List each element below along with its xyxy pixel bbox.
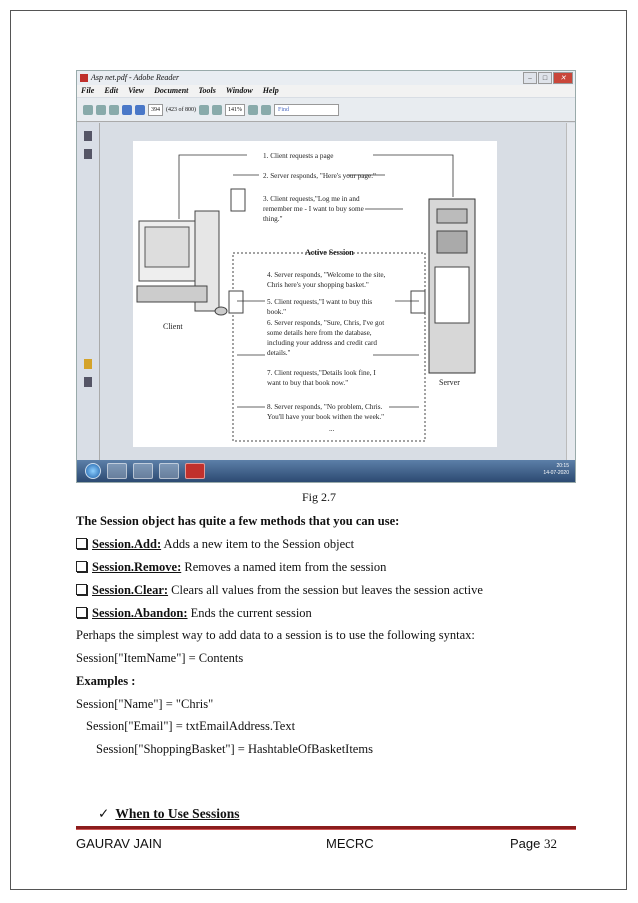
diagram-step: including your address and credit card xyxy=(267,339,377,347)
footer-author: GAURAV JAIN xyxy=(76,836,162,851)
diagram-step: some details here from the database, xyxy=(267,329,372,337)
method-desc: Removes a named item from the session xyxy=(181,560,387,574)
diagram-step: You'll have your book withen the week." xyxy=(267,413,385,421)
method-item xyxy=(76,582,483,598)
reader-toolbar xyxy=(77,98,575,122)
method-desc: Ends the current session xyxy=(187,606,312,620)
diagram-step: remember me - I want to buy some xyxy=(263,205,364,213)
fit-page-icon[interactable] xyxy=(248,105,258,115)
packet-icon xyxy=(231,189,245,211)
method-desc: Clears all values from the session but leaves the session active xyxy=(168,583,483,597)
method-name: Session.Abandon: xyxy=(92,606,188,620)
reader-title: Asp net.pdf - Adobe Reader xyxy=(91,73,180,82)
simplest-text: Perhaps the simplest way to add data to a session is to use the following syntax: xyxy=(76,628,475,642)
page-up-icon[interactable] xyxy=(122,105,132,115)
request-line-server xyxy=(373,155,453,197)
page-down-icon[interactable] xyxy=(135,105,145,115)
section-heading xyxy=(98,806,239,822)
footer-page-label: Page xyxy=(510,836,541,851)
zoom-out-icon[interactable] xyxy=(199,105,209,115)
menu-tools[interactable]: Tools xyxy=(198,86,216,95)
reader-scrollbar[interactable] xyxy=(566,123,575,463)
attachments-panel-icon[interactable] xyxy=(84,377,92,387)
pages-panel-icon[interactable] xyxy=(84,131,92,141)
packet-icon xyxy=(411,291,425,313)
menu-edit[interactable]: Edit xyxy=(104,86,119,95)
diagram-step: thing." xyxy=(263,215,283,223)
footer-page-number: 32 xyxy=(544,836,557,851)
windows-taskbar xyxy=(77,460,575,482)
menu-file[interactable]: File xyxy=(81,86,95,95)
reader-titlebar xyxy=(77,71,575,85)
diagram-step: Chris here's your shopping basket." xyxy=(267,281,369,289)
clock-time: 20:15 xyxy=(556,463,569,469)
checkmark-icon: ✓ xyxy=(98,806,110,822)
examples-label: Examples : xyxy=(76,674,136,688)
zoom-in-icon[interactable] xyxy=(212,105,222,115)
footer-rule xyxy=(76,826,576,830)
server-icon xyxy=(429,199,475,373)
diagram-step: 8. Server responds, "No problem, Chris. xyxy=(267,403,383,411)
method-item xyxy=(76,536,354,552)
example-line: Session["Name"] = "Chris" xyxy=(76,697,214,711)
method-desc: Adds a new item to the Session object xyxy=(161,537,355,551)
window-buttons xyxy=(523,72,573,84)
email-icon[interactable] xyxy=(96,105,106,115)
reader-menubar xyxy=(77,85,575,97)
packet-icon xyxy=(229,291,243,313)
taskbar-app-media[interactable] xyxy=(159,463,179,479)
menu-help[interactable]: Help xyxy=(262,86,279,95)
menu-view[interactable]: View xyxy=(128,86,145,95)
print-icon[interactable] xyxy=(83,105,93,115)
page-count: (423 of 800) xyxy=(166,106,196,113)
method-item xyxy=(76,605,312,621)
embedded-screenshot xyxy=(76,70,576,483)
section-heading-text: When to Use Sessions xyxy=(115,806,240,821)
zoom-field[interactable]: 141% xyxy=(225,104,245,116)
bookmarks-panel-icon[interactable] xyxy=(84,149,92,159)
method-name: Session.Add: xyxy=(92,537,162,551)
reader-sidebar xyxy=(77,123,100,463)
fit-width-icon[interactable] xyxy=(261,105,271,115)
example-line: Session["ShoppingBasket"] = HashtableOfBasketItems xyxy=(96,742,373,756)
checkbox-bullet-icon xyxy=(76,584,87,595)
taskbar-app-folder[interactable] xyxy=(133,463,153,479)
diagram-step: want to buy that book now." xyxy=(267,379,349,387)
diagram-step: 2. Server responds, "Here's your page." xyxy=(263,172,376,180)
taskbar-app-ie[interactable] xyxy=(107,463,127,479)
client-computer-icon xyxy=(137,211,227,315)
diagram-step: 5. Client requests,"I want to buy this xyxy=(267,298,373,306)
session-diagram xyxy=(133,141,497,447)
checkbox-bullet-icon xyxy=(76,538,87,549)
maximize-icon[interactable]: □ xyxy=(538,72,552,84)
taskbar-app-adobe-reader[interactable] xyxy=(185,463,205,479)
diagram-step: 3. Client requests,"Log me in and xyxy=(263,195,360,203)
diagram-step: book." xyxy=(267,308,287,316)
comments-panel-icon[interactable] xyxy=(84,359,92,369)
checkbox-bullet-icon xyxy=(76,607,87,618)
diagram-step: details." xyxy=(267,349,291,357)
menu-window[interactable]: Window xyxy=(225,86,253,95)
syntax-line: Session["ItemName"] = Contents xyxy=(76,651,244,665)
find-input[interactable]: Find xyxy=(274,104,339,116)
server-label: Server xyxy=(439,378,460,387)
close-icon[interactable]: ✕ xyxy=(553,72,573,84)
diagram-step: ... xyxy=(329,425,335,433)
diagram-step: 7. Client requests,"Details look fine, I xyxy=(267,369,376,377)
footer-page xyxy=(510,836,557,852)
method-name: Session.Clear: xyxy=(92,583,169,597)
diagram-step: 4. Server responds, "Welcome to the site, xyxy=(267,271,386,279)
client-label: Client xyxy=(163,322,183,331)
clock-date: 14-07-2020 xyxy=(543,470,569,476)
footer-center: MECRC xyxy=(326,836,374,851)
example-line: Session["Email"] = txtEmailAddress.Text xyxy=(86,719,296,733)
figure-caption: Fig 2.7 xyxy=(301,490,336,504)
active-session-label: Active Session xyxy=(305,248,354,257)
page-number-field[interactable]: 394 xyxy=(148,104,163,116)
method-name: Session.Remove: xyxy=(92,560,182,574)
taskbar-clock xyxy=(543,463,569,477)
checkbox-bullet-icon xyxy=(76,561,87,572)
start-button-icon[interactable] xyxy=(85,463,101,479)
method-item xyxy=(76,559,386,575)
pages-icon[interactable] xyxy=(109,105,119,115)
diagram-step: 1. Client requests a page xyxy=(263,152,334,160)
methods-intro: The Session object has quite a few methods that you can use: xyxy=(76,514,400,528)
pdf-icon xyxy=(80,74,88,82)
menu-document[interactable]: Document xyxy=(154,86,189,95)
diagram-step: 6. Server responds, "Sure, Chris, I've got xyxy=(267,319,385,327)
minimize-icon[interactable]: – xyxy=(523,72,537,84)
